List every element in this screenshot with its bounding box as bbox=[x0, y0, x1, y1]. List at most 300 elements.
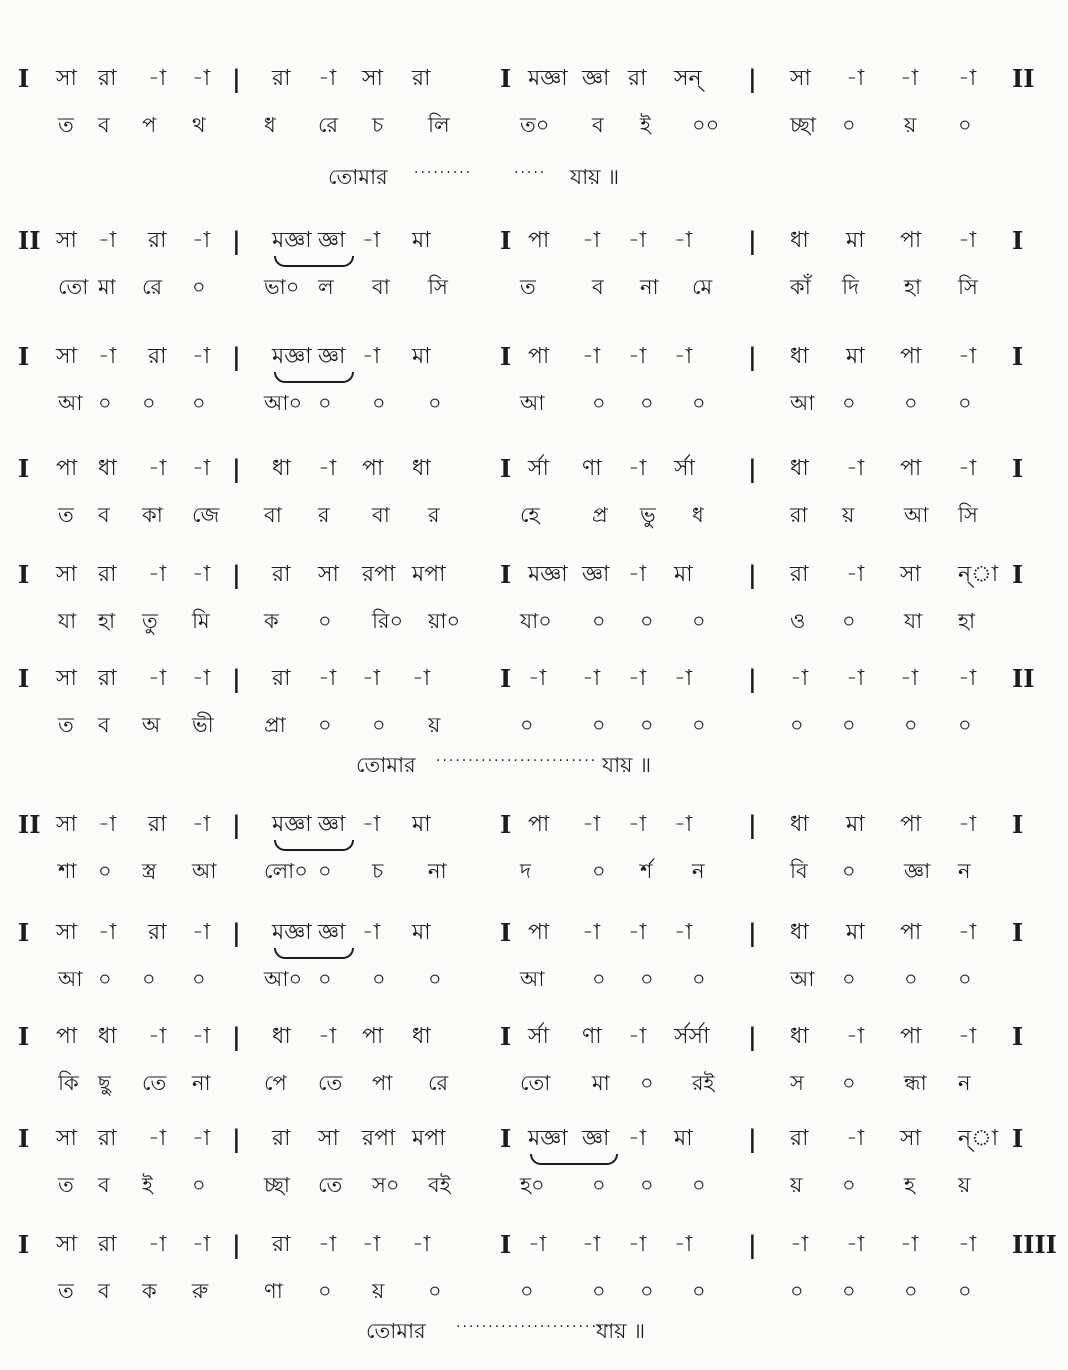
swar-note: -া bbox=[192, 228, 211, 253]
swar-note: র্সর্সা bbox=[674, 1024, 710, 1049]
swar-note: রা bbox=[98, 1232, 117, 1257]
refrain-dots: ························· bbox=[436, 753, 598, 769]
bar-line: | bbox=[748, 560, 757, 589]
swar-note: জ্ঞা bbox=[318, 920, 346, 945]
bar-line: I bbox=[1012, 1124, 1024, 1153]
lyric-syllable: ব bbox=[592, 113, 604, 137]
refrain-dots: ························ bbox=[456, 1319, 611, 1335]
bar-line: I bbox=[18, 454, 30, 483]
lyric-syllable: চ bbox=[372, 113, 384, 137]
swar-note: -া bbox=[846, 1024, 865, 1049]
lyric-syllable: না bbox=[192, 1071, 211, 1095]
lyric-syllable: ০ bbox=[692, 609, 706, 633]
refrain-line bbox=[0, 1314, 1068, 1348]
swar-note: -া bbox=[628, 562, 647, 587]
lyric-syllable: বি bbox=[790, 859, 808, 883]
swar-note: র্সা bbox=[528, 456, 549, 481]
swar-note: -া bbox=[958, 66, 977, 91]
lyric-syllable: ধ bbox=[264, 113, 276, 137]
swar-note: -া bbox=[790, 1232, 809, 1257]
lyric-syllable: মা bbox=[592, 1071, 610, 1095]
lyric-syllable: ০ bbox=[592, 1279, 606, 1303]
meend-arc bbox=[274, 948, 354, 959]
lyric-syllable: বা bbox=[264, 503, 282, 527]
bar-line: | bbox=[748, 64, 757, 93]
lyric-syllable: ০ bbox=[520, 713, 534, 737]
swar-note: -া bbox=[846, 562, 865, 587]
bar-line: | bbox=[748, 454, 757, 483]
swar-note: -া bbox=[846, 66, 865, 91]
swar-note: পা bbox=[900, 456, 922, 481]
bar-line: I bbox=[1012, 454, 1024, 483]
lyric-syllable: ০ bbox=[318, 1279, 332, 1303]
bar-line: I bbox=[1012, 1022, 1024, 1051]
lyric-syllable: ০ bbox=[142, 967, 156, 991]
refrain-dots: ····· bbox=[514, 165, 547, 181]
bar-line: | bbox=[232, 64, 241, 93]
swar-note: সা bbox=[56, 812, 77, 837]
swar-note: -া bbox=[582, 812, 601, 837]
lyric-syllable: ০ bbox=[98, 391, 112, 415]
swar-note: রা bbox=[148, 228, 167, 253]
lyric-line bbox=[0, 498, 1068, 532]
lyric-syllable: য় bbox=[790, 1173, 803, 1197]
lyric-syllable: বা bbox=[372, 275, 390, 299]
swar-note: সা bbox=[318, 1126, 339, 1151]
lyric-syllable: ব bbox=[98, 1279, 110, 1303]
swar-note: ন্া bbox=[958, 1126, 999, 1151]
bar-line: I bbox=[500, 1230, 512, 1259]
lyric-line bbox=[0, 854, 1068, 888]
lyric-syllable: স০ bbox=[372, 1173, 400, 1197]
swar-line bbox=[0, 558, 1068, 592]
lyric-syllable: মে bbox=[692, 275, 713, 299]
bar-line: | bbox=[748, 664, 757, 693]
lyric-syllable: ০ bbox=[958, 713, 972, 737]
bar-line: I bbox=[1012, 226, 1024, 255]
swar-note: ধা bbox=[272, 1024, 291, 1049]
lyric-syllable: কাঁ bbox=[790, 275, 811, 299]
swar-note: পা bbox=[362, 456, 384, 481]
swar-note: জ্ঞা bbox=[582, 66, 610, 91]
meend-arc bbox=[530, 1154, 618, 1165]
lyric-syllable: ০ bbox=[192, 967, 206, 991]
bar-line: I bbox=[1012, 810, 1024, 839]
swar-note: রা bbox=[790, 562, 809, 587]
swar-note: সা bbox=[56, 562, 77, 587]
swar-note: মা bbox=[846, 920, 865, 945]
swar-note: -া bbox=[846, 666, 865, 691]
lyric-syllable: স্ত্র bbox=[142, 859, 157, 883]
lyric-syllable: ০ bbox=[640, 713, 654, 737]
lyric-syllable: ০ bbox=[958, 391, 972, 415]
swar-note: রা bbox=[272, 1126, 291, 1151]
lyric-syllable: ০ bbox=[692, 1279, 706, 1303]
refrain-end: যায় ॥ bbox=[596, 1319, 646, 1343]
swar-note: রা bbox=[272, 1232, 291, 1257]
swar-note: -া bbox=[192, 1126, 211, 1151]
lyric-syllable: চ্ছা bbox=[790, 113, 816, 137]
swar-note: -া bbox=[900, 66, 919, 91]
lyric-syllable: ০ bbox=[692, 967, 706, 991]
lyric-syllable: ০ bbox=[842, 1279, 856, 1303]
swar-note: সা bbox=[56, 1232, 77, 1257]
swar-note: মা bbox=[674, 562, 693, 587]
swar-note: পা bbox=[900, 812, 922, 837]
swar-line bbox=[0, 224, 1068, 258]
lyric-syllable: ত bbox=[58, 1173, 74, 1197]
lyric-syllable: দি bbox=[842, 275, 860, 299]
lyric-syllable: হে bbox=[520, 503, 540, 527]
lyric-syllable: ০ bbox=[842, 859, 856, 883]
lyric-syllable: ০ bbox=[142, 391, 156, 415]
swar-note: রা bbox=[628, 66, 647, 91]
lyric-syllable: প bbox=[142, 113, 157, 137]
swar-note: -া bbox=[674, 920, 693, 945]
lyric-line bbox=[0, 270, 1068, 304]
swar-note: -া bbox=[674, 666, 693, 691]
lyric-syllable: বই bbox=[428, 1173, 451, 1197]
swar-note: -া bbox=[98, 812, 117, 837]
lyric-syllable: ব bbox=[98, 713, 110, 737]
lyric-syllable: চ্ছা bbox=[264, 1173, 290, 1197]
bar-line: I bbox=[500, 342, 512, 371]
swar-note: মা bbox=[412, 920, 431, 945]
swar-note: -া bbox=[362, 1232, 381, 1257]
lyric-syllable: রু bbox=[192, 1279, 209, 1303]
swar-note: পা bbox=[900, 920, 922, 945]
bar-line: I bbox=[18, 64, 30, 93]
lyric-syllable: র্শ bbox=[640, 859, 653, 883]
lyric-syllable: রা bbox=[790, 503, 808, 527]
meend-arc bbox=[274, 840, 354, 851]
swar-note: -া bbox=[628, 228, 647, 253]
lyric-syllable: ন bbox=[958, 859, 971, 883]
lyric-syllable: র bbox=[428, 503, 440, 527]
lyric-syllable: অ bbox=[142, 713, 161, 737]
swar-note: রা bbox=[98, 66, 117, 91]
refrain-line bbox=[0, 748, 1068, 782]
lyric-syllable: আ bbox=[520, 967, 545, 991]
lyric-syllable: তো bbox=[58, 275, 89, 299]
refrain-start: তোমার bbox=[366, 1319, 426, 1343]
swar-note: -া bbox=[148, 1024, 167, 1049]
lyric-syllable: ০ bbox=[640, 1279, 654, 1303]
swar-line bbox=[0, 62, 1068, 96]
lyric-syllable: হা bbox=[904, 275, 922, 299]
lyric-syllable: ধ bbox=[692, 503, 704, 527]
bar-line: I bbox=[500, 454, 512, 483]
bar-line: | bbox=[232, 1022, 241, 1051]
swar-note: -া bbox=[148, 1126, 167, 1151]
swar-note: পা bbox=[528, 344, 550, 369]
swar-note: -া bbox=[318, 666, 337, 691]
swar-note: সা bbox=[56, 66, 77, 91]
swar-note: রা bbox=[148, 920, 167, 945]
lyric-line bbox=[0, 108, 1068, 142]
lyric-syllable: ০ bbox=[842, 967, 856, 991]
swar-note: -া bbox=[628, 812, 647, 837]
refrain-end: যায় ॥ bbox=[602, 753, 652, 777]
swar-note: পা bbox=[528, 920, 550, 945]
lyric-syllable: ০ bbox=[192, 391, 206, 415]
bar-line: I bbox=[500, 226, 512, 255]
lyric-syllable: ০ bbox=[904, 967, 918, 991]
bar-line: II bbox=[18, 226, 41, 255]
swar-note: রা bbox=[148, 812, 167, 837]
lyric-syllable: ০ bbox=[592, 1173, 606, 1197]
swar-note: -া bbox=[674, 1232, 693, 1257]
lyric-syllable: আ bbox=[904, 503, 929, 527]
bar-line: I bbox=[500, 1124, 512, 1153]
swar-note: -া bbox=[628, 1024, 647, 1049]
lyric-syllable: ল bbox=[318, 275, 334, 299]
swar-note: পা bbox=[900, 1024, 922, 1049]
swar-note: -া bbox=[846, 456, 865, 481]
swar-note: -া bbox=[148, 562, 167, 587]
swar-note: -া bbox=[362, 920, 381, 945]
swar-note: -া bbox=[582, 1232, 601, 1257]
lyric-syllable: ০ bbox=[692, 1173, 706, 1197]
swar-note: মা bbox=[846, 812, 865, 837]
swar-note: -া bbox=[192, 1232, 211, 1257]
swar-note: মজ্ঞা bbox=[272, 344, 312, 369]
lyric-syllable: ০ bbox=[318, 391, 332, 415]
swar-note: ধা bbox=[790, 456, 809, 481]
lyric-syllable: ০ bbox=[640, 609, 654, 633]
lyric-syllable: ব bbox=[592, 275, 604, 299]
lyric-syllable: ত bbox=[58, 113, 74, 137]
swar-note: পা bbox=[362, 1024, 384, 1049]
swar-note: মজ্ঞা bbox=[528, 562, 568, 587]
swar-note: -া bbox=[958, 666, 977, 691]
lyric-syllable: হ০ bbox=[520, 1173, 545, 1197]
lyric-syllable: য়া০ bbox=[428, 609, 461, 633]
lyric-syllable: চ bbox=[372, 859, 384, 883]
lyric-syllable: সি bbox=[958, 275, 978, 299]
lyric-syllable: জে bbox=[192, 503, 220, 527]
lyric-syllable: ০ bbox=[318, 967, 332, 991]
swar-note: রপা bbox=[362, 1126, 396, 1151]
lyric-syllable: ই bbox=[640, 113, 651, 137]
swar-note: সা bbox=[56, 920, 77, 945]
lyric-syllable: প্রা bbox=[264, 713, 286, 737]
bar-line: I bbox=[500, 1022, 512, 1051]
lyric-syllable: য় bbox=[372, 1279, 385, 1303]
lyric-syllable: ০ bbox=[592, 609, 606, 633]
swar-note: ধা bbox=[98, 456, 117, 481]
lyric-syllable: স bbox=[790, 1071, 804, 1095]
lyric-syllable: ই bbox=[142, 1173, 153, 1197]
lyric-syllable: ০ bbox=[592, 713, 606, 737]
lyric-syllable: ০ bbox=[958, 1279, 972, 1303]
swar-note: মা bbox=[846, 228, 865, 253]
meend-arc bbox=[274, 372, 354, 383]
swar-note: -া bbox=[148, 1232, 167, 1257]
lyric-syllable: লো০ bbox=[264, 859, 308, 883]
swar-note: -া bbox=[628, 1126, 647, 1151]
lyric-line bbox=[0, 1274, 1068, 1308]
swar-note: রা bbox=[98, 1126, 117, 1151]
lyric-syllable: প্র bbox=[592, 503, 608, 527]
bar-line: | bbox=[232, 454, 241, 483]
lyric-syllable: হ bbox=[904, 1173, 916, 1197]
swar-note: -া bbox=[528, 666, 547, 691]
lyric-syllable: তে bbox=[318, 1071, 343, 1095]
lyric-syllable: তো bbox=[520, 1071, 551, 1095]
swar-note: -া bbox=[582, 344, 601, 369]
swar-note: -া bbox=[528, 1232, 547, 1257]
bar-line: | bbox=[748, 342, 757, 371]
lyric-syllable: শা bbox=[58, 859, 77, 883]
bar-line: | bbox=[232, 918, 241, 947]
swar-note: -া bbox=[628, 456, 647, 481]
lyric-syllable: ত০ bbox=[520, 113, 550, 137]
bar-line: II bbox=[1012, 664, 1035, 693]
swar-note: -া bbox=[192, 1024, 211, 1049]
lyric-line bbox=[0, 386, 1068, 420]
lyric-syllable: ০ bbox=[192, 275, 206, 299]
swar-note: ণা bbox=[582, 1024, 602, 1049]
swar-note: জ্ঞা bbox=[318, 344, 346, 369]
lyric-syllable: ব bbox=[98, 113, 110, 137]
lyric-syllable: ০ bbox=[958, 113, 972, 137]
lyric-syllable: না bbox=[640, 275, 659, 299]
lyric-syllable: ০ bbox=[842, 391, 856, 415]
lyric-syllable: ব bbox=[98, 1173, 110, 1197]
swar-note: ধা bbox=[790, 344, 809, 369]
swar-note: -া bbox=[582, 920, 601, 945]
lyric-syllable: বা bbox=[372, 503, 390, 527]
lyric-syllable: য় bbox=[958, 1173, 971, 1197]
swar-note: সা bbox=[790, 66, 811, 91]
swar-note: ধা bbox=[412, 456, 431, 481]
swar-note: -া bbox=[362, 228, 381, 253]
lyric-syllable: ০ bbox=[592, 859, 606, 883]
swar-note: -া bbox=[318, 66, 337, 91]
swar-note: সা bbox=[318, 562, 339, 587]
bar-line: I bbox=[1012, 560, 1024, 589]
bar-line: I bbox=[18, 918, 30, 947]
lyric-syllable: ০ bbox=[904, 1279, 918, 1303]
swar-line bbox=[0, 1122, 1068, 1156]
swar-note: মা bbox=[846, 344, 865, 369]
swar-note: -া bbox=[98, 344, 117, 369]
lyric-line bbox=[0, 962, 1068, 996]
bar-line: I bbox=[1012, 918, 1024, 947]
lyric-syllable: মি bbox=[192, 609, 210, 633]
lyric-syllable: ০ bbox=[428, 391, 442, 415]
lyric-syllable: আ bbox=[58, 391, 83, 415]
lyric-syllable: ন bbox=[958, 1071, 971, 1095]
swar-note: মা bbox=[412, 228, 431, 253]
lyric-syllable: ০ bbox=[318, 713, 332, 737]
swar-note: -া bbox=[582, 228, 601, 253]
refrain-end: যায় ॥ bbox=[570, 165, 620, 189]
swar-note: ধা bbox=[790, 1024, 809, 1049]
swar-note: মজ্ঞা bbox=[272, 920, 312, 945]
lyric-syllable: ০ bbox=[904, 391, 918, 415]
swar-note: -া bbox=[412, 666, 431, 691]
swar-note: -া bbox=[148, 666, 167, 691]
swar-line bbox=[0, 452, 1068, 486]
swar-note: জ্ঞা bbox=[318, 228, 346, 253]
swar-note: রা bbox=[272, 562, 291, 587]
bar-line: I bbox=[500, 810, 512, 839]
swar-note: -া bbox=[148, 456, 167, 481]
lyric-syllable: তু bbox=[142, 609, 158, 633]
lyric-syllable: ০ bbox=[790, 1279, 804, 1303]
lyric-syllable: ০ bbox=[98, 967, 112, 991]
bar-line: | bbox=[748, 226, 757, 255]
swar-note: সা bbox=[56, 666, 77, 691]
lyric-syllable: য় bbox=[904, 113, 917, 137]
swar-note: ধা bbox=[412, 1024, 431, 1049]
bar-line: I bbox=[500, 918, 512, 947]
lyric-syllable: আ০ bbox=[264, 967, 303, 991]
swar-line bbox=[0, 662, 1068, 696]
swar-line bbox=[0, 1020, 1068, 1054]
swar-note: -া bbox=[98, 228, 117, 253]
swar-note: রা bbox=[412, 66, 431, 91]
lyric-syllable: লি bbox=[428, 113, 450, 137]
lyric-syllable: ০ bbox=[842, 113, 856, 137]
lyric-syllable: দ bbox=[520, 859, 532, 883]
lyric-syllable: আ bbox=[192, 859, 217, 883]
lyric-syllable: যা bbox=[904, 609, 923, 633]
swar-note: -া bbox=[362, 666, 381, 691]
bar-line: IIII bbox=[1012, 1230, 1057, 1259]
swar-note: -া bbox=[192, 66, 211, 91]
lyric-syllable: হা bbox=[98, 609, 116, 633]
lyric-line bbox=[0, 1066, 1068, 1100]
lyric-syllable: যা bbox=[58, 609, 77, 633]
lyric-syllable: ভী bbox=[192, 713, 214, 737]
bar-line: II bbox=[1012, 64, 1035, 93]
swar-note: -া bbox=[148, 66, 167, 91]
bar-line: II bbox=[18, 810, 41, 839]
lyric-syllable: ন bbox=[692, 859, 705, 883]
lyric-syllable: পা bbox=[372, 1071, 393, 1095]
lyric-syllable: ০ bbox=[640, 391, 654, 415]
lyric-syllable: তে bbox=[318, 1173, 343, 1197]
swar-note: র্সা bbox=[528, 1024, 549, 1049]
swar-note: সা bbox=[362, 66, 383, 91]
swar-note: ণা bbox=[582, 456, 602, 481]
swar-note: র্সা bbox=[674, 456, 695, 481]
lyric-syllable: ০ bbox=[842, 713, 856, 737]
lyric-syllable: ০ bbox=[372, 713, 386, 737]
lyric-syllable: ০ bbox=[520, 1279, 534, 1303]
swar-note: -া bbox=[958, 1024, 977, 1049]
swar-note: পা bbox=[528, 812, 550, 837]
lyric-syllable: ক bbox=[142, 1279, 157, 1303]
swar-note: -া bbox=[362, 812, 381, 837]
lyric-syllable: আ bbox=[58, 967, 83, 991]
lyric-syllable: ০ bbox=[428, 967, 442, 991]
lyric-syllable: ০ bbox=[592, 967, 606, 991]
swar-note: ধা bbox=[790, 920, 809, 945]
lyric-syllable: হা bbox=[958, 609, 976, 633]
meend-arc bbox=[274, 256, 354, 267]
swar-note: -া bbox=[192, 344, 211, 369]
lyric-syllable: ন্ধা bbox=[904, 1071, 927, 1095]
lyric-syllable: ত bbox=[58, 713, 74, 737]
swar-note: -া bbox=[318, 1232, 337, 1257]
lyric-syllable: তে bbox=[142, 1071, 167, 1095]
lyric-syllable: ০ bbox=[640, 967, 654, 991]
swar-note: জ্ঞা bbox=[582, 562, 610, 587]
